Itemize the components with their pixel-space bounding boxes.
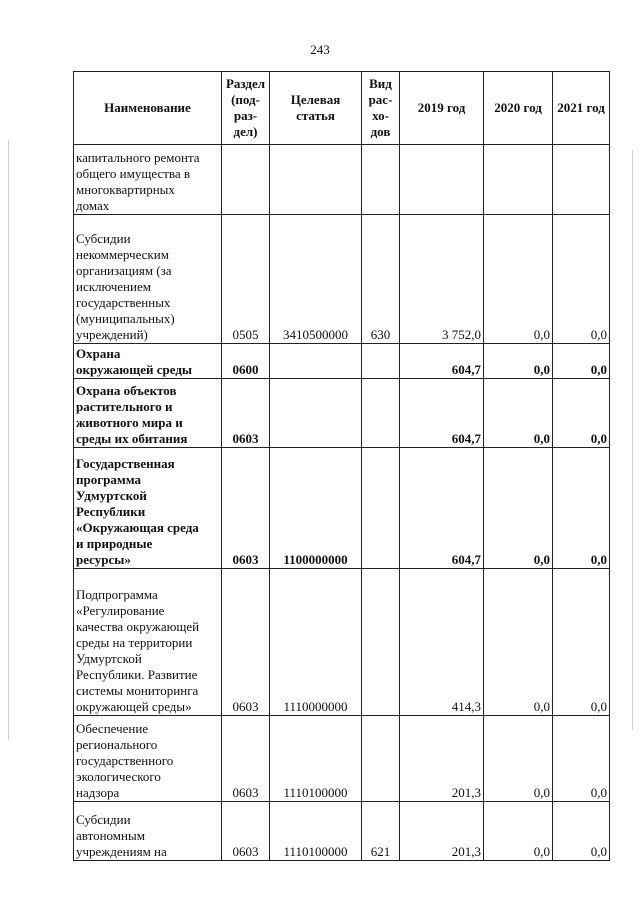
table-row bbox=[74, 215, 610, 344]
row-target-cell bbox=[270, 145, 362, 215]
row-section-cell: 0603 bbox=[222, 569, 270, 716]
row-target-cell: 1110100000 bbox=[270, 716, 362, 802]
header-vid: Вид рас-хо-дов bbox=[362, 72, 400, 145]
row-2019-cell: 604,7 bbox=[400, 448, 484, 569]
row-2020-cell: 0,0 bbox=[484, 344, 553, 379]
header-2020: 2020 год bbox=[484, 72, 553, 145]
row-section-cell bbox=[222, 145, 270, 215]
header-target: Целевая статья bbox=[270, 72, 362, 145]
row-2021-cell: 0,0 bbox=[553, 448, 610, 569]
row-2021-cell: 0,0 bbox=[553, 802, 610, 861]
row-2020-cell: 0,0 bbox=[484, 569, 553, 716]
table-row bbox=[74, 344, 610, 379]
row-target-cell: 1110100000 bbox=[270, 802, 362, 861]
row-2019-cell: 3 752,0 bbox=[400, 215, 484, 344]
table-row bbox=[74, 716, 610, 802]
row-section-cell: 0603 bbox=[222, 716, 270, 802]
row-section-cell: 0603 bbox=[222, 448, 270, 569]
row-vid-cell bbox=[362, 716, 400, 802]
row-name-cell: Охрана окружающей среды bbox=[74, 344, 222, 379]
row-target-cell: 1110000000 bbox=[270, 569, 362, 716]
row-2020-cell: 0,0 bbox=[484, 716, 553, 802]
row-2019-cell: 201,3 bbox=[400, 802, 484, 861]
row-2021-cell: 0,0 bbox=[553, 344, 610, 379]
row-name-cell: Подпрограмма «Регулирование качества окружающей среды на территории Удмуртской Республики. Развитие системы мониторинга окружающей среды» bbox=[74, 569, 222, 716]
table-row bbox=[74, 145, 610, 215]
header-2021: 2021 год bbox=[553, 72, 610, 145]
row-vid-cell: 621 bbox=[362, 802, 400, 861]
row-2019-cell: 604,7 bbox=[400, 379, 484, 448]
row-vid-cell bbox=[362, 379, 400, 448]
row-2021-cell: 0,0 bbox=[553, 215, 610, 344]
row-2020-cell: 0,0 bbox=[484, 802, 553, 861]
header-2019: 2019 год bbox=[400, 72, 484, 145]
table-row bbox=[74, 448, 610, 569]
row-2021-cell: 0,0 bbox=[553, 569, 610, 716]
row-target-cell bbox=[270, 379, 362, 448]
row-vid-cell: 630 bbox=[362, 215, 400, 344]
row-name-cell: Охрана объектов растительного и животного мира и среды их обитания bbox=[74, 379, 222, 448]
row-target-cell bbox=[270, 344, 362, 379]
row-target-cell: 3410500000 bbox=[270, 215, 362, 344]
row-2019-cell: 604,7 bbox=[400, 344, 484, 379]
row-2020-cell bbox=[484, 145, 553, 215]
row-name-cell: Государственная программа Удмуртской Республики «Окружающая среда и природные ресурсы» bbox=[74, 448, 222, 569]
row-section-cell: 0600 bbox=[222, 344, 270, 379]
table-row bbox=[74, 379, 610, 448]
row-name-cell: Субсидии автономным учреждениям на bbox=[74, 802, 222, 861]
row-2019-cell bbox=[400, 145, 484, 215]
table-row bbox=[74, 569, 610, 716]
header-name: Наименование bbox=[74, 72, 222, 145]
header-section: Раздел (под-раз-дел) bbox=[222, 72, 270, 145]
table-row bbox=[74, 802, 610, 861]
row-vid-cell bbox=[362, 145, 400, 215]
row-target-cell: 1100000000 bbox=[270, 448, 362, 569]
row-name-cell: Субсидии некоммерческим организациям (за исключением государственных (муниципальных) учреждений) bbox=[74, 215, 222, 344]
row-2020-cell: 0,0 bbox=[484, 379, 553, 448]
row-2020-cell: 0,0 bbox=[484, 215, 553, 344]
row-2021-cell: 0,0 bbox=[553, 379, 610, 448]
header-row bbox=[74, 72, 610, 145]
row-vid-cell bbox=[362, 448, 400, 569]
row-name-cell: капитального ремонта общего имущества в многоквартирных домах bbox=[74, 145, 222, 215]
row-2021-cell: 0,0 bbox=[553, 716, 610, 802]
scan-edge-right bbox=[632, 150, 633, 730]
row-section-cell: 0603 bbox=[222, 802, 270, 861]
budget-table bbox=[73, 71, 610, 861]
row-section-cell: 0603 bbox=[222, 379, 270, 448]
row-section-cell: 0505 bbox=[222, 215, 270, 344]
row-2019-cell: 201,3 bbox=[400, 716, 484, 802]
page-number: 243 bbox=[310, 42, 330, 57]
row-2021-cell bbox=[553, 145, 610, 215]
row-2020-cell: 0,0 bbox=[484, 448, 553, 569]
row-vid-cell bbox=[362, 569, 400, 716]
row-name-cell: Обеспечение регионального государственного экологического надзора bbox=[74, 716, 222, 802]
row-2019-cell: 414,3 bbox=[400, 569, 484, 716]
row-vid-cell bbox=[362, 344, 400, 379]
scan-edge-left bbox=[8, 140, 9, 740]
